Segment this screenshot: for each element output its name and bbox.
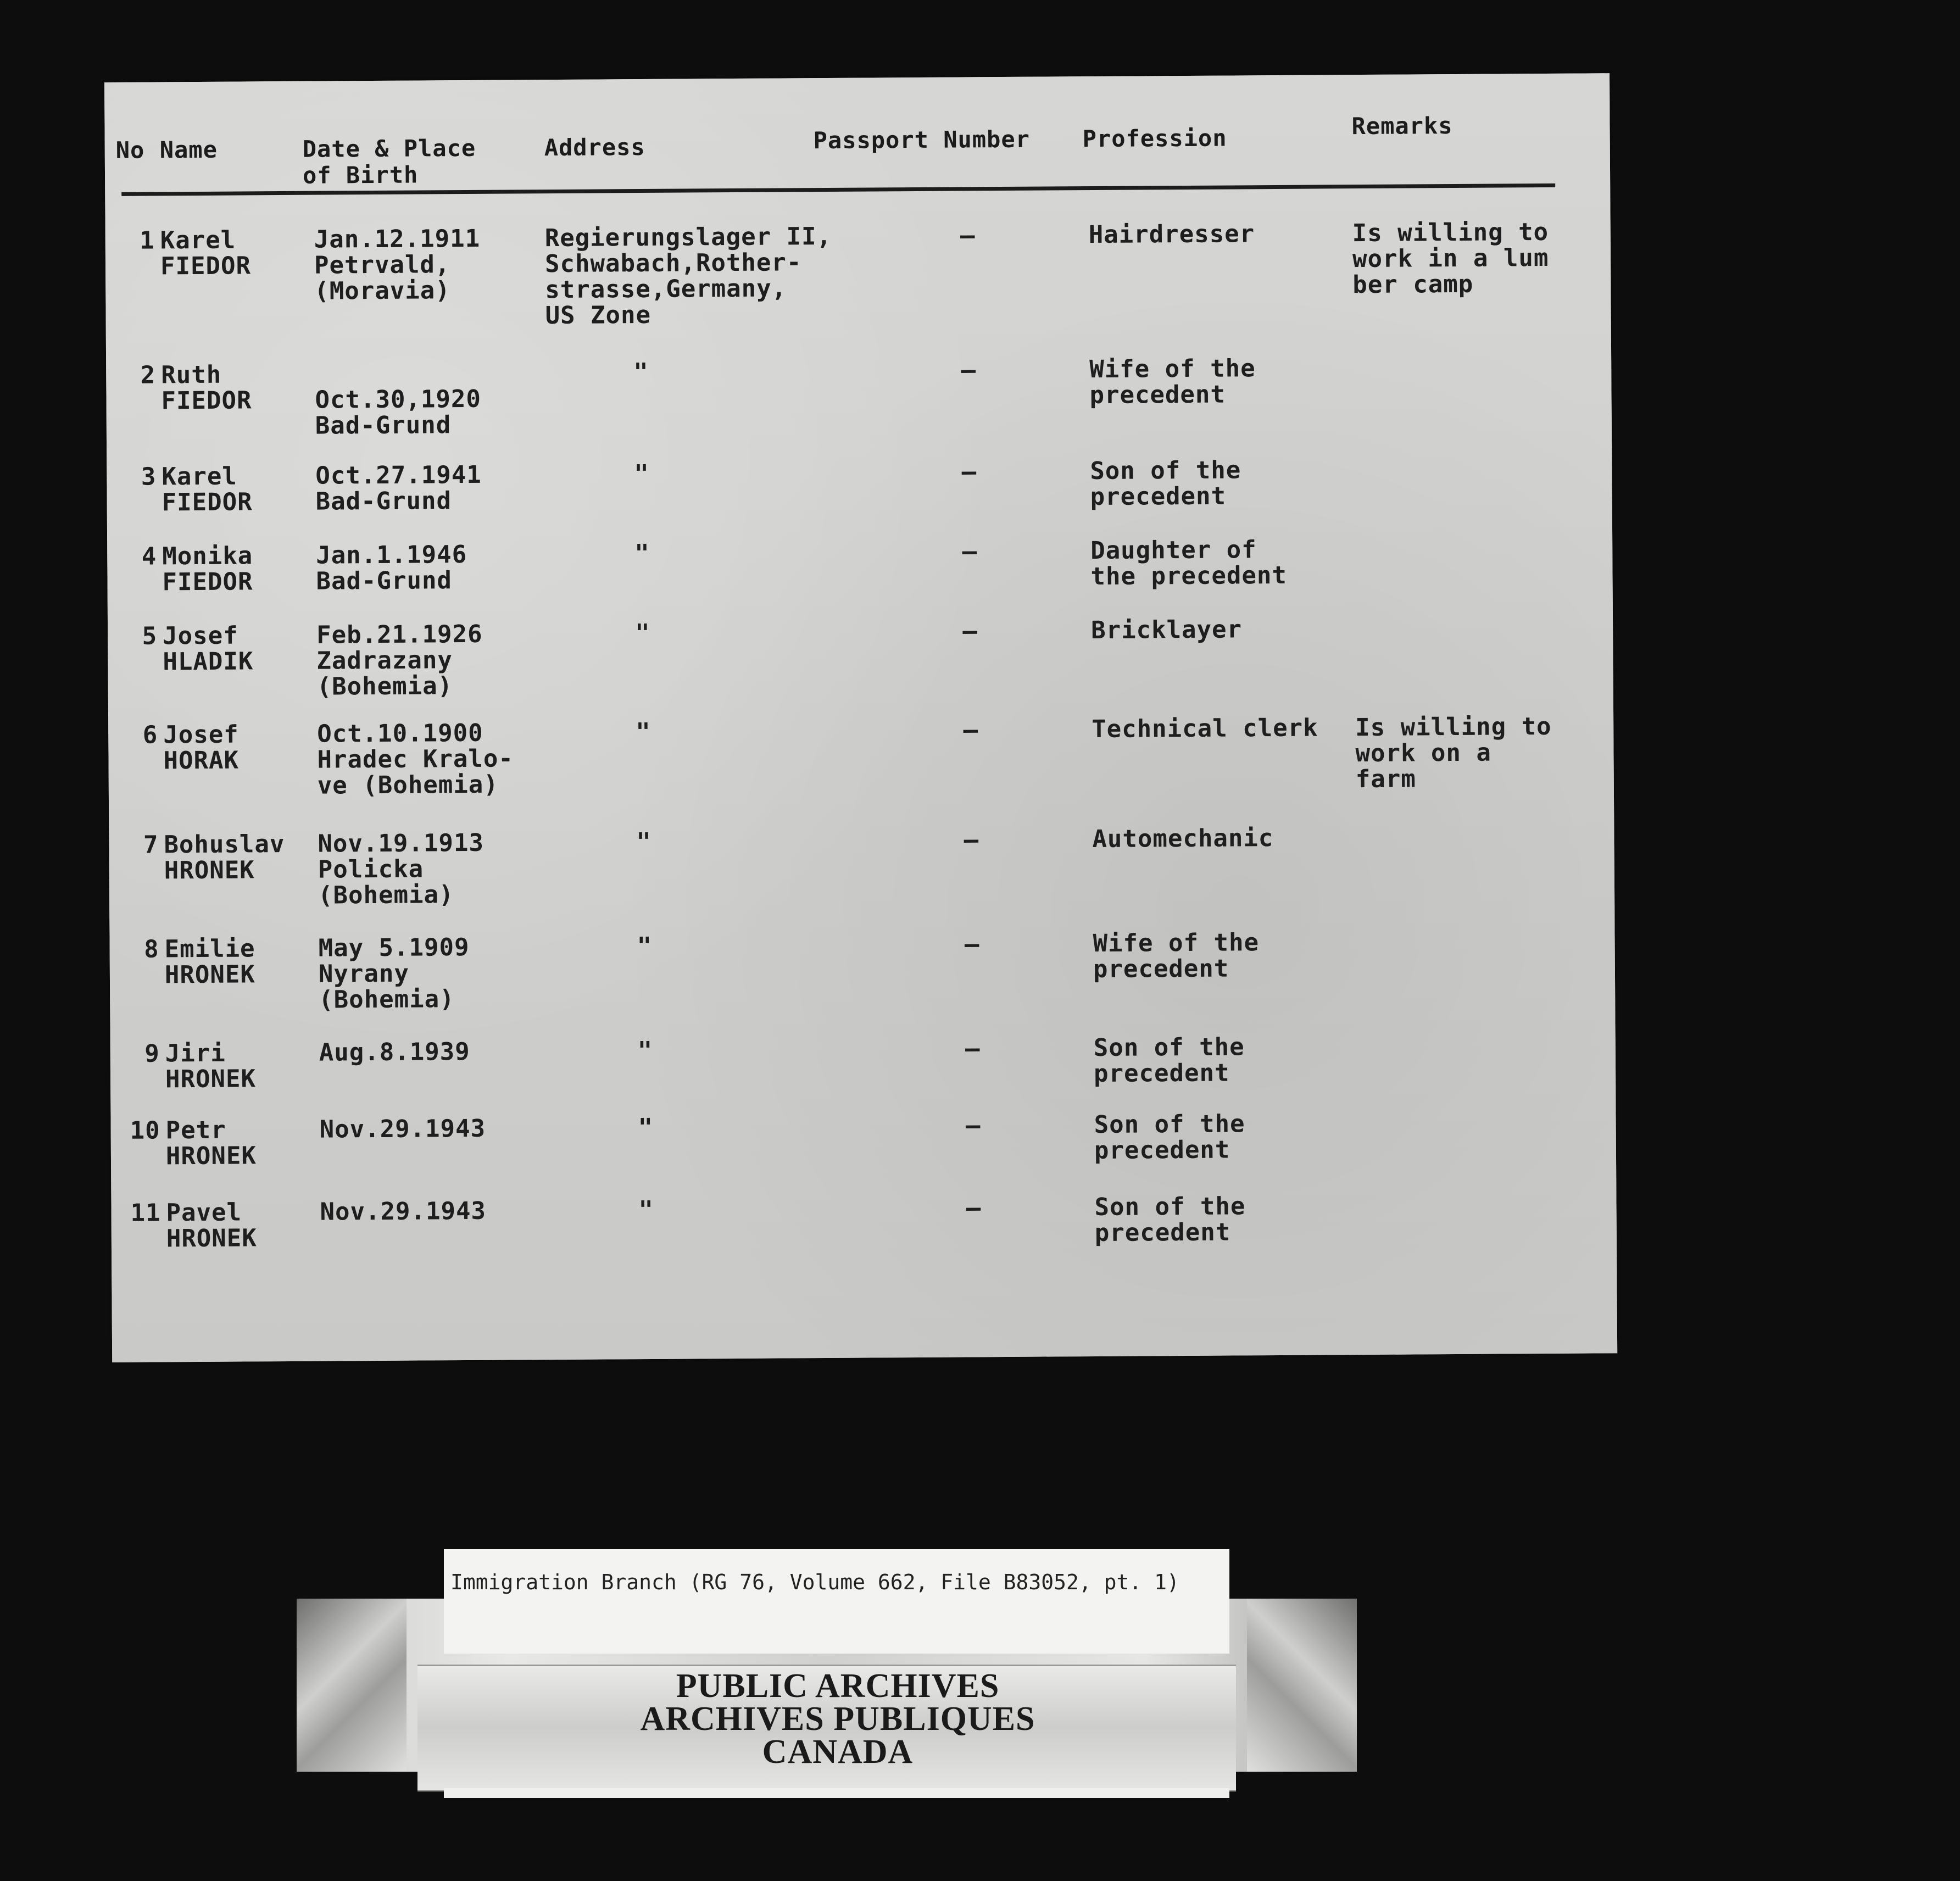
cell-address: " xyxy=(636,827,652,856)
cell-birth: Oct.10.1900 Hradec Kralo- ve (Bohemia) xyxy=(317,719,514,800)
cell-remarks xyxy=(1355,615,1574,616)
stamp-line-1: PUBLIC ARCHIVES xyxy=(676,1667,1000,1705)
cell-profession: Son of the precedent xyxy=(1094,1110,1245,1165)
cell-birth: Jan.12.1911 Petrvald, (Moravia) xyxy=(314,224,481,305)
cell-profession: Daughter of the precedent xyxy=(1090,536,1288,591)
cell-passport: — xyxy=(964,930,980,959)
cell-remarks xyxy=(1354,455,1573,457)
cell-profession: Technical clerk xyxy=(1092,714,1318,744)
table-row xyxy=(108,614,1613,701)
table-row xyxy=(105,218,1611,330)
cell-no: 7 xyxy=(143,831,159,859)
cell-address: " xyxy=(633,358,649,387)
cell-address: " xyxy=(638,1195,654,1225)
cell-passport: — xyxy=(963,716,979,744)
cell-no: 4 xyxy=(141,542,157,571)
cell-no: 3 xyxy=(141,463,157,491)
cell-birth: Aug.8.1939 xyxy=(319,1037,470,1067)
cell-remarks xyxy=(1356,928,1576,929)
caption-box xyxy=(444,1549,1229,1654)
cell-name: Emilie HRONEK xyxy=(164,934,256,989)
cell-passport: — xyxy=(966,1194,982,1222)
cell-remarks: Is willing to work on a farm xyxy=(1355,712,1552,794)
cell-address: " xyxy=(637,1036,653,1065)
cell-birth: Nov.19.1913 Policka (Bohemia) xyxy=(318,828,485,910)
cell-address: " xyxy=(634,619,650,648)
cell-birth: Oct.27.1941 Bad-Grund xyxy=(315,460,482,516)
cell-passport: — xyxy=(964,826,979,854)
cell-name: Ruth FIEDOR xyxy=(161,360,252,415)
cell-birth: Oct.30,1920 Bad-Grund xyxy=(315,360,482,440)
cell-birth: Nov.29.1943 xyxy=(320,1197,487,1226)
cell-no: 8 xyxy=(143,935,159,964)
cell-birth: Nov.29.1943 xyxy=(319,1114,486,1144)
header-passport: Passport Number xyxy=(813,125,1031,154)
table-row xyxy=(108,712,1613,800)
cell-address: Regierungslager II, Schwabach,Rother- strasse,Germany, US Zone xyxy=(544,222,832,330)
cell-name: Josef HLADIK xyxy=(163,621,254,676)
cell-remarks xyxy=(1357,1109,1577,1110)
table-row xyxy=(106,353,1611,440)
cell-no: 11 xyxy=(130,1199,161,1227)
cell-name: Karel FIEDOR xyxy=(160,226,252,281)
cell-name: Pavel HRONEK xyxy=(166,1198,257,1253)
cell-remarks xyxy=(1356,823,1575,825)
cell-remarks xyxy=(1357,1032,1577,1033)
cell-profession: Wife of the precedent xyxy=(1089,354,1256,410)
cell-profession: Son of the precedent xyxy=(1094,1192,1246,1248)
cell-passport: — xyxy=(965,1111,981,1140)
table-row xyxy=(111,1109,1616,1171)
cell-passport: — xyxy=(961,356,977,385)
cell-address: " xyxy=(634,539,650,568)
cell-no: 1 xyxy=(140,226,155,255)
cell-birth: Feb.21.1926 Zadrazany (Bohemia) xyxy=(316,620,483,701)
table-row xyxy=(110,1032,1616,1094)
cell-profession: Bricklayer xyxy=(1090,615,1243,645)
cell-profession: Son of the precedent xyxy=(1093,1033,1245,1088)
header-address: Address xyxy=(544,133,645,162)
cell-address: " xyxy=(638,1113,654,1142)
cell-profession: Wife of the precedent xyxy=(1093,928,1260,984)
header-remarks: Remarks xyxy=(1351,112,1453,140)
cell-name: Jiri HRONEK xyxy=(165,1039,257,1094)
cell-address: " xyxy=(637,932,653,961)
cell-no: 2 xyxy=(140,361,156,389)
cell-birth: May 5.1909 Nyrany (Bohemia) xyxy=(318,933,470,1014)
cell-birth: Jan.1.1946 Bad-Grund xyxy=(316,540,467,596)
cell-passport: — xyxy=(960,221,976,250)
cell-no: 5 xyxy=(142,622,158,650)
cell-remarks xyxy=(1354,535,1574,536)
cell-remarks xyxy=(1358,1192,1578,1193)
cell-no: 10 xyxy=(130,1116,160,1145)
header-birth: Date & Place of Birth xyxy=(302,134,476,189)
table-row xyxy=(107,455,1612,517)
cell-no: 9 xyxy=(144,1039,160,1068)
table-row xyxy=(107,535,1612,597)
document-sheet xyxy=(104,73,1617,1362)
cell-passport: — xyxy=(965,1034,981,1063)
stamp-right-tape xyxy=(1247,1599,1357,1772)
table-header xyxy=(105,112,1611,192)
stamp-left-tape xyxy=(297,1599,407,1772)
cell-remarks xyxy=(1353,354,1573,355)
header-no: No xyxy=(115,136,145,164)
cell-name: Josef HORAK xyxy=(163,720,240,775)
cell-profession: Hairdresser xyxy=(1088,220,1255,249)
header-name: Name xyxy=(159,136,218,164)
stamp-line-2: ARCHIVES PUBLIQUES xyxy=(640,1700,1035,1738)
header-profession: Profession xyxy=(1082,124,1227,153)
table-row xyxy=(109,823,1614,910)
cell-passport: — xyxy=(961,458,977,486)
cell-name: Karel FIEDOR xyxy=(162,462,253,517)
cell-name: Bohuslav HRONEK xyxy=(164,830,285,885)
cell-address: " xyxy=(634,459,650,488)
stamp-line-3: CANADA xyxy=(762,1733,914,1771)
cell-passport: — xyxy=(962,617,978,645)
table-row xyxy=(109,927,1614,1014)
cell-name: Petr HRONEK xyxy=(165,1116,257,1171)
stamp-bottom-strip xyxy=(444,1788,1229,1798)
cell-no: 6 xyxy=(142,721,158,749)
cell-remarks: Is willing to work in a lum ber camp xyxy=(1352,218,1549,299)
cell-profession: Son of the precedent xyxy=(1090,456,1241,511)
cell-name: Monika FIEDOR xyxy=(162,542,253,597)
cell-profession: Automechanic xyxy=(1092,824,1274,854)
archive-caption: Immigration Branch (RG 76, Volume 662, File B83052, pt. 1) xyxy=(450,1570,1179,1594)
table-row xyxy=(111,1191,1616,1253)
cell-passport: — xyxy=(962,537,978,566)
cell-address: " xyxy=(636,717,651,747)
